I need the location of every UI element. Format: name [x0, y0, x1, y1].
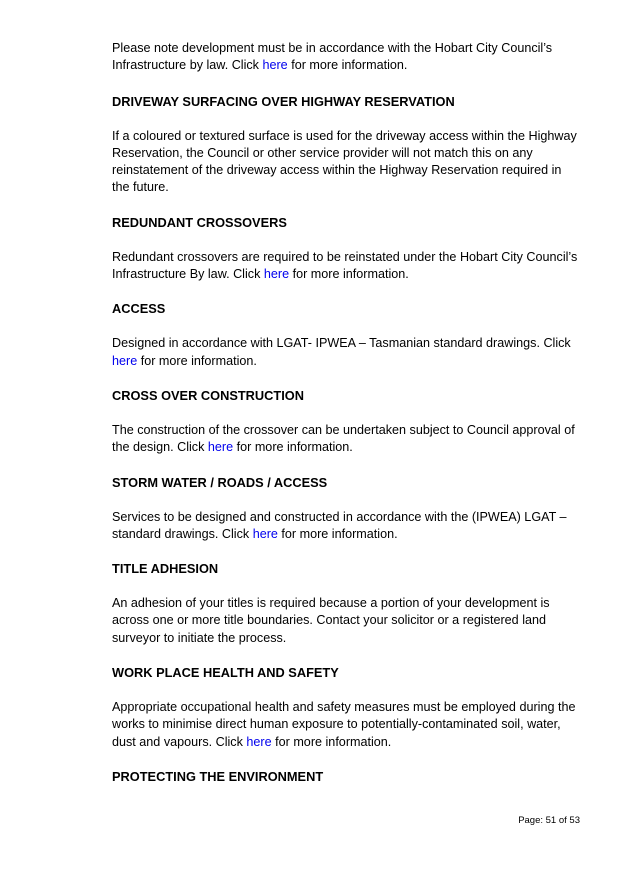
heading-driveway-surfacing: DRIVEWAY SURFACING OVER HIGHWAY RESERVATION: [112, 93, 455, 109]
document-body: [112, 40, 582, 785]
heading-redundant-crossovers: REDUNDANT CROSSOVERS: [112, 214, 287, 230]
intro-paragraph: Please note development must be in accordance with the Hobart City Council’s Infrastructure by law. Click here for more information.: [112, 41, 553, 73]
cross-over-construction-here-link[interactable]: here: [207, 440, 234, 455]
intro-here-link[interactable]: here: [262, 58, 288, 73]
heading-title-adhesion: TITLE ADHESION: [112, 561, 219, 577]
heading-protecting-the-environment: PROTECTING THE ENVIRONMENT: [112, 768, 324, 784]
heading-work-place-health-safety: WORK PLACE HEALTH AND SAFETY: [112, 665, 339, 681]
page-number: Page: 51 of 53: [518, 815, 580, 826]
heading-storm-water-roads-access: STORM WATER / ROADS / ACCESS: [112, 474, 328, 490]
title-adhesion-paragraph: An adhesion of your titles is required because a portion of your development is across one or more title boundaries. Contact your solicitor or a registered land surveyor to initiate the process.: [112, 596, 550, 645]
work-place-health-safety-here-link[interactable]: here: [246, 734, 272, 749]
heading-access: ACCESS: [112, 301, 166, 317]
access-here-link[interactable]: here: [112, 353, 138, 368]
cross-over-construction-paragraph: The construction of the crossover can be undertaken subject to Council approval of the design. Click here for more information.: [112, 422, 575, 455]
work-place-health-safety-paragraph: Appropriate occupational health and safety measures must be employed during the works to minimise direct human exposure to potentially-contaminated soil, water, dust and vapours. Click here for more information.: [112, 700, 576, 749]
heading-cross-over-construction: CROSS OVER CONSTRUCTION: [112, 387, 304, 403]
storm-water-here-link[interactable]: here: [252, 526, 278, 541]
redundant-crossovers-paragraph: Redundant crossovers are required to be reinstated under the Hobart City Council’s Infrastructure By law. Click here for more information.: [112, 249, 578, 282]
driveway-surfacing-paragraph: If a coloured or textured surface is used for the driveway access within the Highway Reservation, the Council or other service provider will not match this on any reinstatement of the driveway access within the Highway Reservation required in the future.: [112, 128, 577, 195]
storm-water-paragraph: Services to be designed and constructed in accordance with the (IPWEA) LGAT – standard drawings. Click here for more information.: [112, 509, 567, 541]
access-paragraph: Designed in accordance with LGAT- IPWEA – Tasmanian standard drawings. Click here for more information.: [112, 336, 571, 368]
redundant-crossovers-here-link[interactable]: here: [263, 267, 290, 282]
